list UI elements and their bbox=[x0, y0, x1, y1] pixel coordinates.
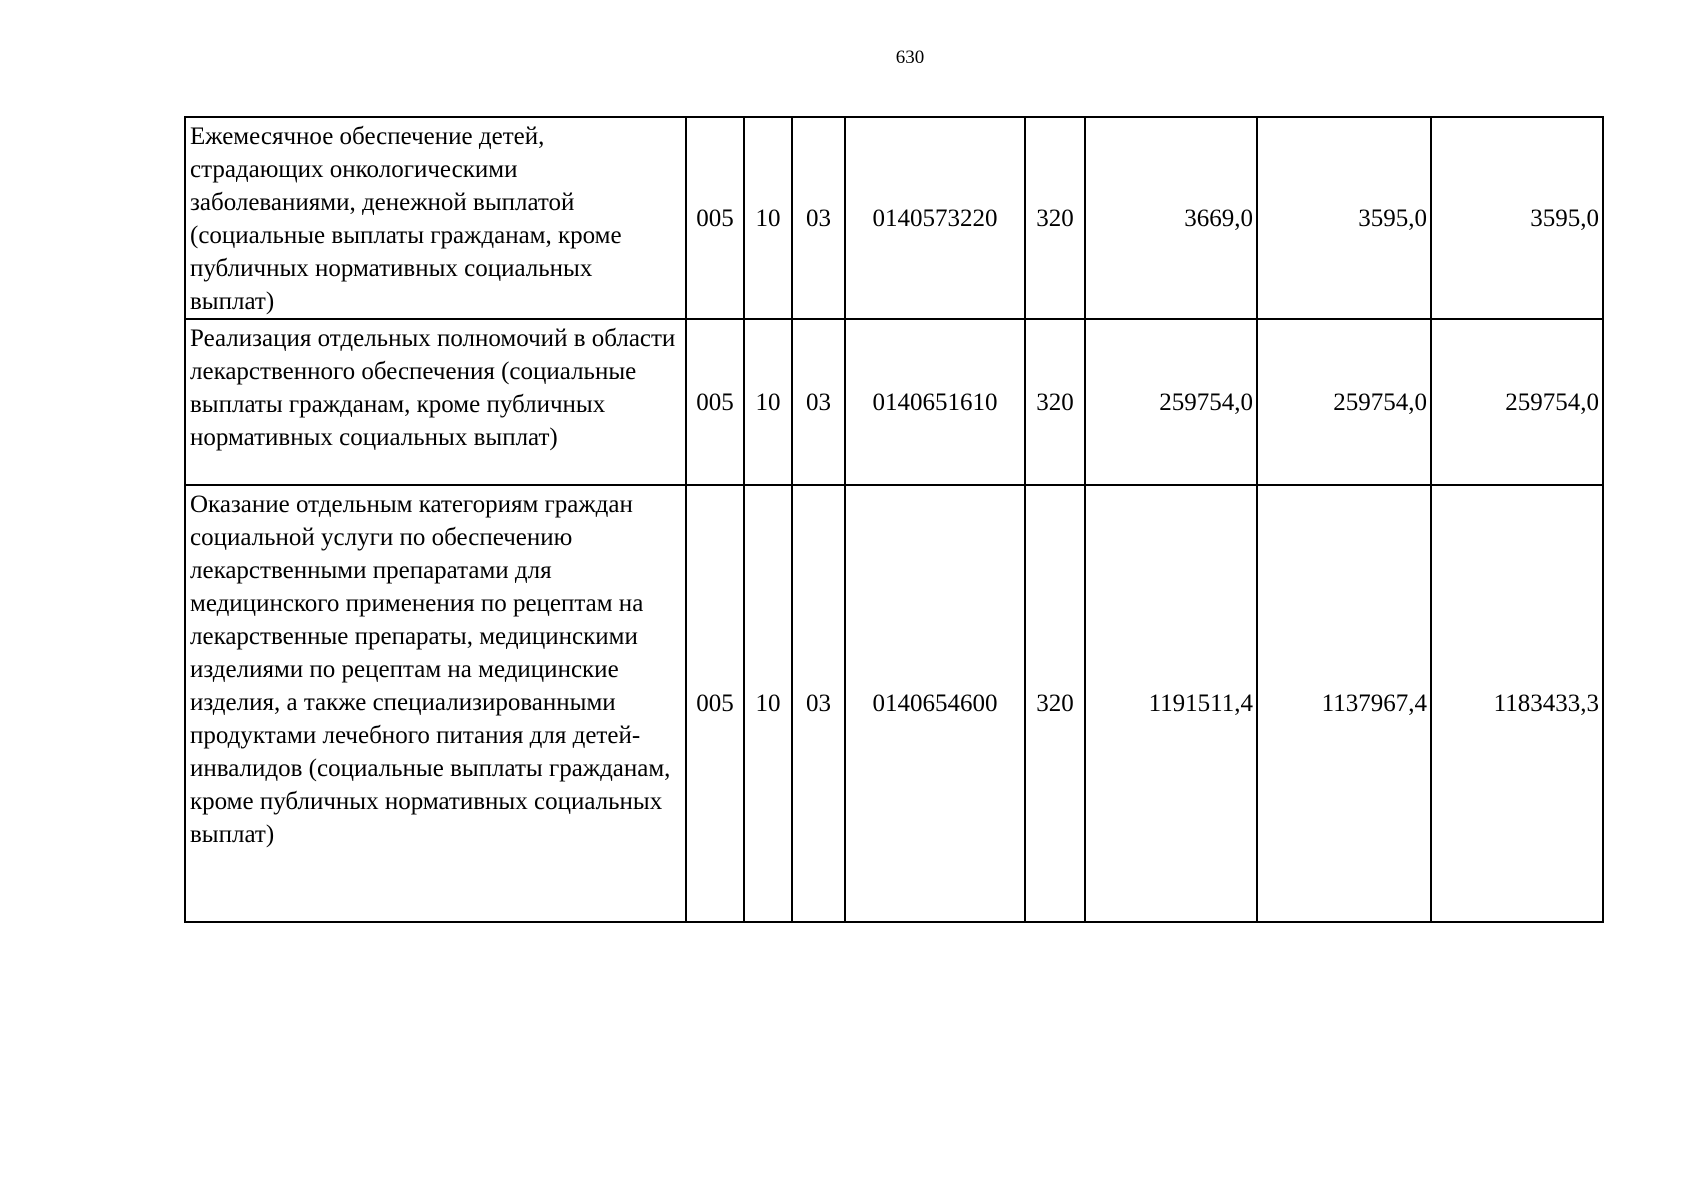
amount-year-1-cell: 3669,0 bbox=[1085, 117, 1257, 319]
subsection-code-cell: 03 bbox=[792, 319, 845, 485]
expense-name-cell: Реализация отдельных полномочий в области лекарственного обеспечения (социальные выплаты гражданам, кроме публичных нормативных социальных выплат) bbox=[185, 319, 686, 485]
amount-year-2-cell: 259754,0 bbox=[1257, 319, 1431, 485]
expense-type-cell: 320 bbox=[1025, 117, 1085, 319]
ministry-code-cell: 005 bbox=[686, 117, 744, 319]
target-article-cell: 0140573220 bbox=[845, 117, 1025, 319]
target-article-cell: 0140654600 bbox=[845, 485, 1025, 922]
subsection-code-cell: 03 bbox=[792, 117, 845, 319]
page-number: 630 bbox=[895, 47, 925, 68]
target-article-cell: 0140651610 bbox=[845, 319, 1025, 485]
table-row bbox=[185, 319, 1603, 485]
table-row bbox=[185, 117, 1603, 319]
amount-year-3-cell: 1183433,3 bbox=[1431, 485, 1603, 922]
subsection-code-cell: 03 bbox=[792, 485, 845, 922]
amount-year-3-cell: 259754,0 bbox=[1431, 319, 1603, 485]
section-code-cell: 10 bbox=[744, 319, 792, 485]
section-code-cell: 10 bbox=[744, 485, 792, 922]
ministry-code-cell: 005 bbox=[686, 485, 744, 922]
expense-name-cell: Ежемесячное обеспечение детей, страдающих онкологическими заболеваниями, денежной выплатой (социальные выплаты гражданам, кроме публичных нормативных социальных выплат) bbox=[185, 117, 686, 319]
amount-year-2-cell: 1137967,4 bbox=[1257, 485, 1431, 922]
amount-year-1-cell: 259754,0 bbox=[1085, 319, 1257, 485]
expense-type-cell: 320 bbox=[1025, 485, 1085, 922]
table-row bbox=[185, 485, 1603, 922]
budget-table bbox=[184, 116, 1604, 923]
amount-year-3-cell: 3595,0 bbox=[1431, 117, 1603, 319]
expense-type-cell: 320 bbox=[1025, 319, 1085, 485]
amount-year-2-cell: 3595,0 bbox=[1257, 117, 1431, 319]
ministry-code-cell: 005 bbox=[686, 319, 744, 485]
section-code-cell: 10 bbox=[744, 117, 792, 319]
amount-year-1-cell: 1191511,4 bbox=[1085, 485, 1257, 922]
expense-name-cell: Оказание отдельным категориям граждан социальной услуги по обеспечению лекарственными препаратами для медицинского применения по рецептам на лекарственные препараты, медицинскими изделиями по рецептам на медицинские изделия, а также специализированными продуктами лечебного питания для детей-инвалидов (социальные выплаты гражданам, кроме публичных нормативных социальных выплат) bbox=[185, 485, 686, 922]
